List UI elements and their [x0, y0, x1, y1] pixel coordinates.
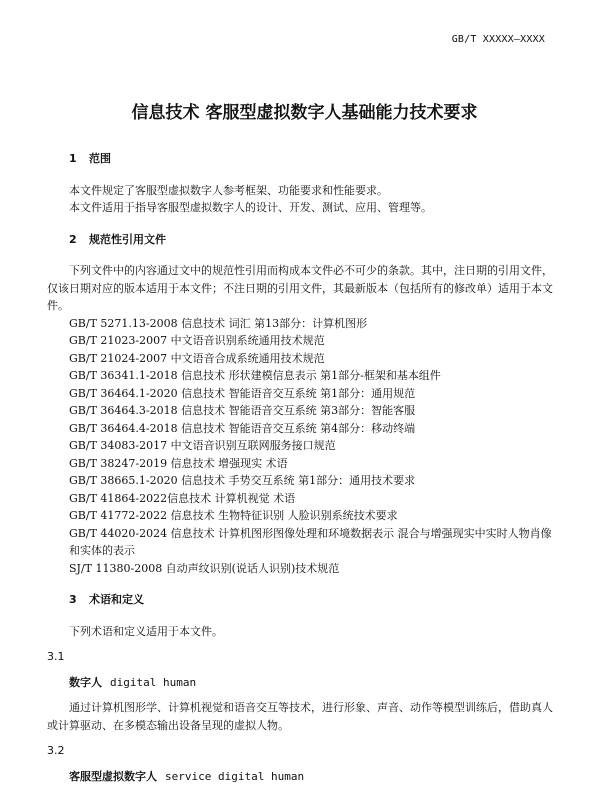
term-name-en: digital human [110, 675, 197, 689]
reference-item: GB/T 41864-2022信息技术 计算机视觉 术语 [69, 491, 296, 505]
document-body [47, 150, 557, 785]
reference-item: GB/T 5271.13-2008 信息技术 词汇 第13部分：计算机图形 [69, 316, 368, 330]
term-definition: 通过计算机图形学、计算机视觉和语音交互等技术，进行形象、声音、动作等模型训练后，借助真人或计算驱动、在多模态输出设备呈现的虚拟人物。 [47, 701, 553, 732]
reference-item: GB/T 21024-2007 中文语音合成系统通用技术规范 [69, 351, 325, 365]
reference-item: GB/T 34083-2017 中文语音识别互联网服务接口规范 [69, 439, 336, 452]
paragraph: 下列术语和定义适用于本文件。 [69, 624, 223, 638]
term-number: 3.1 [47, 650, 65, 663]
reference-item: GB/T 36341.1-2018 信息技术 形状建模信息表示 第1部分-框架和基本组件 [69, 369, 441, 382]
reference-item: GB/T 38247-2019 信息技术 增强现实 术语 [69, 456, 288, 470]
paragraph: 本文件适用于指导客服型虚拟数字人的设计、开发、测试、应用、管理等。 [69, 201, 432, 214]
section-number: 2 [69, 232, 77, 246]
term-name [47, 768, 557, 786]
section-2-heading [47, 231, 557, 249]
term-name [47, 674, 557, 692]
section-title: 规范性引用文件 [89, 232, 166, 246]
section-number: 3 [69, 593, 77, 606]
section-1-heading [47, 150, 557, 168]
section-3-heading [47, 591, 557, 609]
term-name-en: service digital human [165, 769, 305, 783]
term-name-zh: 客服型虚拟数字人 [69, 769, 157, 783]
reference-item: GB/T 21023-2007 中文语音识别系统通用技术规范 [69, 334, 325, 347]
reference-item: GB/T 36464.4-2018 信息技术 智能语音交互系统 第4部分：移动终端 [69, 421, 416, 435]
reference-item: GB/T 36464.3-2018 信息技术 智能语音交互系统 第3部分：智能客服 [69, 404, 416, 417]
section-number: 1 [69, 152, 77, 165]
paragraph: 本文件规定了客服型虚拟数字人参考框架、功能要求和性能要求。 [69, 183, 388, 197]
document-title: 信息技术 客服型虚拟数字人基础能力技术要求 [131, 103, 478, 123]
paragraph: 下列文件中的内容通过文中的规范性引用而构成本文件必不可少的条款。其中，注日期的引用文件，仅该日期对应的版本适用于本文件；不注日期的引用文件，其最新版本（包括所有的修改单）适用于本文件。 [47, 264, 553, 312]
reference-item: GB/T 41772-2022 信息技术 生物特征识别 人脸识别系统技术要求 [69, 509, 398, 522]
reference-item: GB/T 38665.1-2020 信息技术 手势交互系统 第1部分：通用技术要求 [69, 474, 416, 487]
section-title: 范围 [89, 152, 111, 165]
standard-number: GB/T XXXXX—XXXX [451, 34, 545, 45]
term-number: 3.2 [47, 744, 65, 757]
reference-item: SJ/T 11380-2008 自动声纹识别(说话人识别)技术规范 [69, 561, 340, 575]
section-title: 术语和定义 [89, 593, 144, 606]
reference-item: GB/T 36464.1-2020 信息技术 智能语音交互系统 第1部分：通用规范 [69, 386, 416, 400]
term-name-zh: 数字人 [69, 675, 102, 689]
reference-item: GB/T 44020-2024 信息技术 计算机图形图像处理和环境数据表示 混合与增强现实中实时人物肖像和实体的表示 [69, 526, 552, 557]
